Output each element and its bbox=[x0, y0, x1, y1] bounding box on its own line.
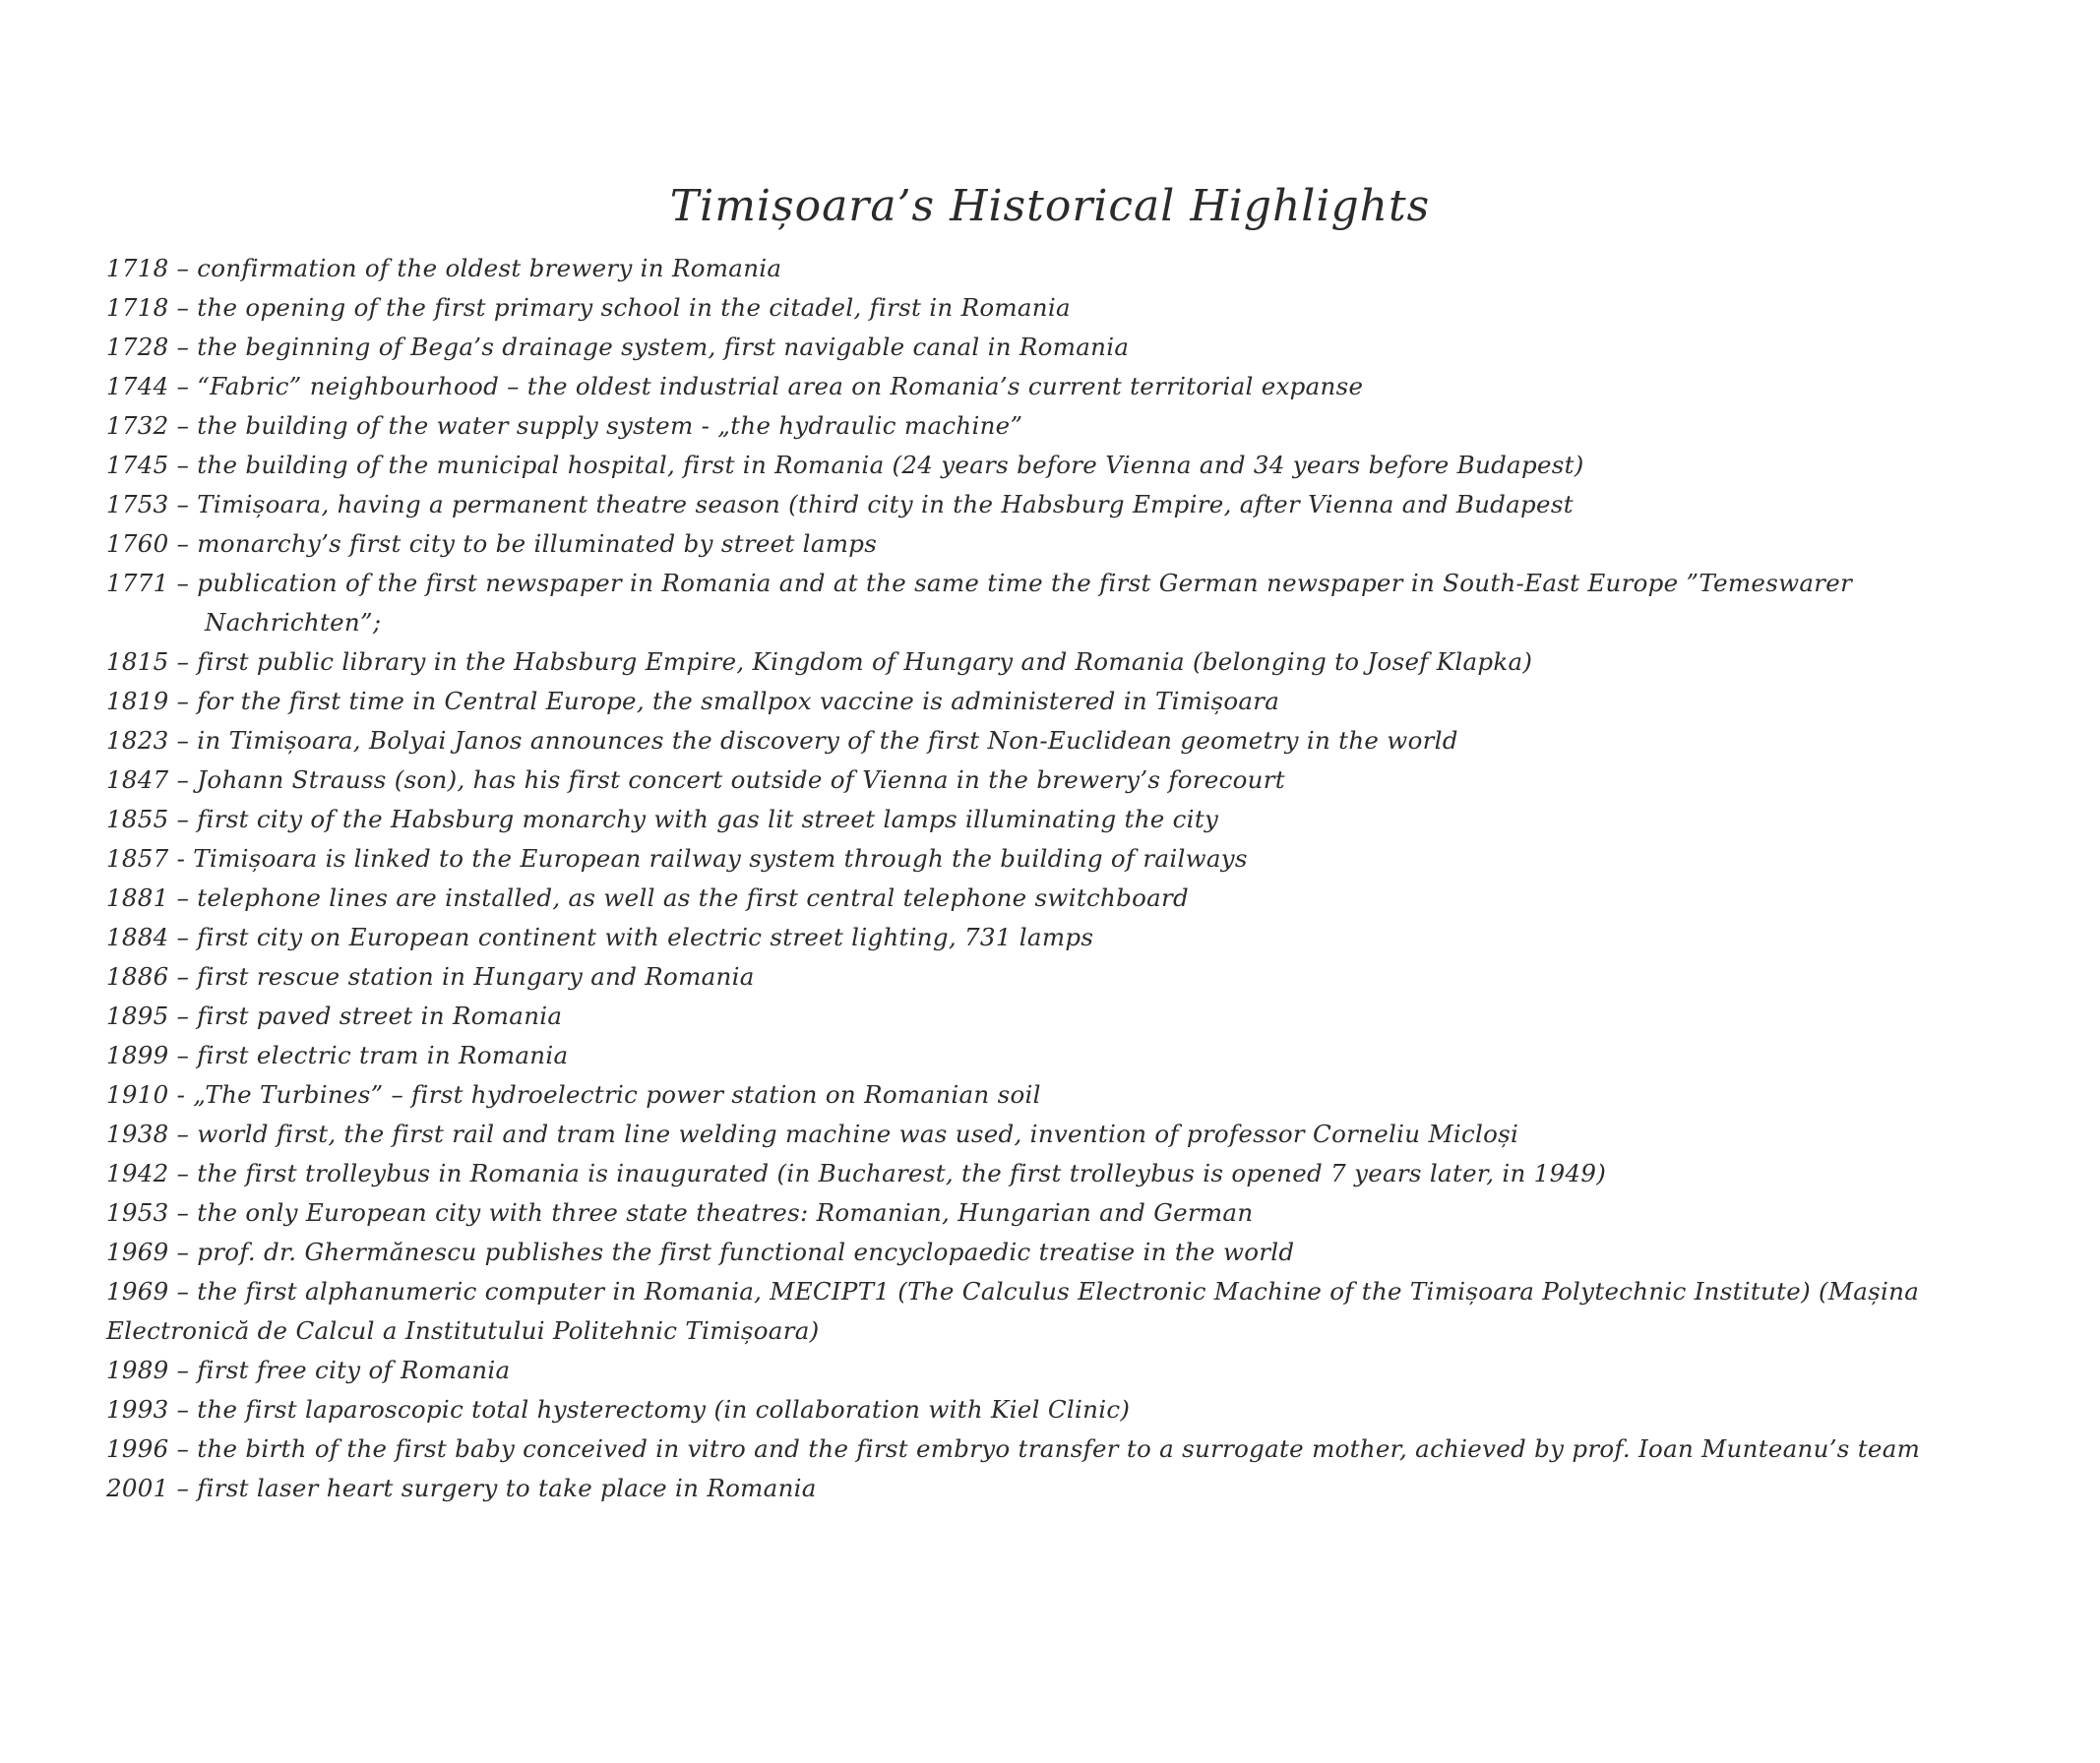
list-item bbox=[106, 1075, 2006, 1115]
entry-text: 1857 - Timișoara is linked to the European railway system through the building of railways bbox=[106, 844, 1248, 873]
list-item bbox=[106, 1193, 2006, 1233]
entry-text: 1942 – the first trolleybus in Romania is inaugurated (in Bucharest, the first trolleybus is opened 7 years later, in 1949) bbox=[106, 1159, 1607, 1187]
list-item bbox=[106, 249, 2006, 288]
entry-text: 1989 – first free city of Romania bbox=[106, 1356, 511, 1384]
list-item bbox=[106, 1272, 2006, 1351]
entry-text: 1895 – first paved street in Romania bbox=[106, 1002, 563, 1030]
list-item bbox=[106, 1469, 2006, 1508]
list-item bbox=[106, 288, 2006, 328]
entry-text: 1969 – prof. dr. Ghermănescu publishes the first functional encyclopaedic treatise in the world bbox=[106, 1238, 1295, 1266]
entry-text: 1718 – confirmation of the oldest brewery in Romania bbox=[106, 254, 782, 282]
list-item bbox=[106, 1233, 2006, 1272]
list-item bbox=[106, 957, 2006, 997]
entry-text: 1899 – first electric tram in Romania bbox=[106, 1041, 569, 1069]
list-item bbox=[106, 564, 2006, 642]
entry-text: 2001 – first laser heart surgery to take place in Romania bbox=[106, 1474, 817, 1502]
list-item bbox=[106, 760, 2006, 800]
entry-continuation: Nachrichten”; bbox=[205, 608, 382, 637]
highlights-list bbox=[106, 249, 2006, 1508]
entry-text: 1953 – the only European city with three state theatres: Romanian, Hungarian and German bbox=[106, 1198, 1254, 1227]
list-item bbox=[106, 642, 2006, 682]
list-item bbox=[106, 1154, 2006, 1193]
list-item bbox=[106, 1429, 2006, 1469]
page-title: Timișoara’s Historical Highlights bbox=[669, 181, 1431, 231]
entry-text: 1847 – Johann Strauss (son), has his first concert outside of Vienna in the brewery’s forecourt bbox=[106, 765, 1285, 794]
entry-text: 1884 – first city on European continent with electric street lighting, 731 lamps bbox=[106, 923, 1094, 951]
list-item bbox=[106, 721, 2006, 760]
list-item bbox=[106, 485, 2006, 524]
list-item bbox=[106, 1351, 2006, 1390]
list-item bbox=[106, 446, 2006, 485]
entry-text: 1910 - „The Turbines” – first hydroelectric power station on Romanian soil bbox=[106, 1080, 1041, 1109]
entry-text: 1886 – first rescue station in Hungary and Romania bbox=[106, 962, 755, 991]
list-item bbox=[106, 839, 2006, 879]
list-item bbox=[106, 524, 2006, 564]
entry-text: 1819 – for the first time in Central Europe, the smallpox vaccine is administered in Timișoara bbox=[106, 687, 1280, 715]
entry-text: 1881 – telephone lines are installed, as well as the first central telephone switchboard bbox=[106, 883, 1190, 912]
list-item bbox=[106, 1036, 2006, 1075]
list-item bbox=[106, 682, 2006, 721]
entry-text: 1728 – the beginning of Bega’s drainage system, first navigable canal in Romania bbox=[106, 333, 1130, 361]
list-item bbox=[106, 1115, 2006, 1154]
entry-text: 1993 – the first laparoscopic total hysterectomy (in collaboration with Kiel Clinic) bbox=[106, 1395, 1131, 1424]
entry-text: 1744 – “Fabric” neighbourhood – the oldest industrial area on Romania’s current territorial expanse bbox=[106, 372, 1364, 400]
list-item bbox=[106, 879, 2006, 918]
entry-text: 1745 – the building of the municipal hospital, first in Romania (24 years before Vienna and 34 years before Budapest) bbox=[106, 451, 1584, 479]
entry-text: 1969 – the first alphanumeric computer in Romania, MECIPT1 (The Calculus Electronic Machine of the Timișoara Polytechnic Institute) (Mașina bbox=[106, 1277, 1920, 1306]
list-item bbox=[106, 328, 2006, 367]
list-item bbox=[106, 800, 2006, 839]
entry-text: 1823 – in Timișoara, Bolyai Janos announces the discovery of the first Non-Euclidean geometry in the world bbox=[106, 726, 1458, 755]
list-item bbox=[106, 367, 2006, 406]
list-item bbox=[106, 997, 2006, 1036]
entry-text: 1815 – first public library in the Habsburg Empire, Kingdom of Hungary and Romania (belonging to Josef Klapka) bbox=[106, 647, 1533, 676]
list-item bbox=[106, 918, 2006, 957]
list-item bbox=[106, 406, 2006, 446]
entry-text: 1753 – Timișoara, having a permanent theatre season (third city in the Habsburg Empire, after Vienna and Budapest bbox=[106, 490, 1574, 518]
entry-text: 1855 – first city of the Habsburg monarchy with gas lit street lamps illuminating the city bbox=[106, 805, 1219, 833]
entry-text: 1771 – publication of the first newspaper in Romania and at the same time the first German newspaper in South-East Europe ”Temeswarer bbox=[106, 569, 1853, 597]
entry-text: 1760 – monarchy’s first city to be illuminated by street lamps bbox=[106, 529, 878, 558]
entry-continuation: Electronică de Calcul a Institutului Politehnic Timișoara) bbox=[106, 1316, 820, 1345]
entry-text: 1996 – the birth of the first baby conceived in vitro and the first embryo transfer to a surrogate mother, achieved by prof. Ioan Munteanu’s team bbox=[106, 1434, 1921, 1463]
entry-text: 1938 – world first, the first rail and tram line welding machine was used, invention of professor Corneliu Micloși bbox=[106, 1120, 1519, 1148]
list-item bbox=[106, 1390, 2006, 1429]
entry-text: 1732 – the building of the water supply system - „the hydraulic machine” bbox=[106, 411, 1023, 440]
entry-text: 1718 – the opening of the first primary school in the citadel, first in Romania bbox=[106, 293, 1071, 322]
